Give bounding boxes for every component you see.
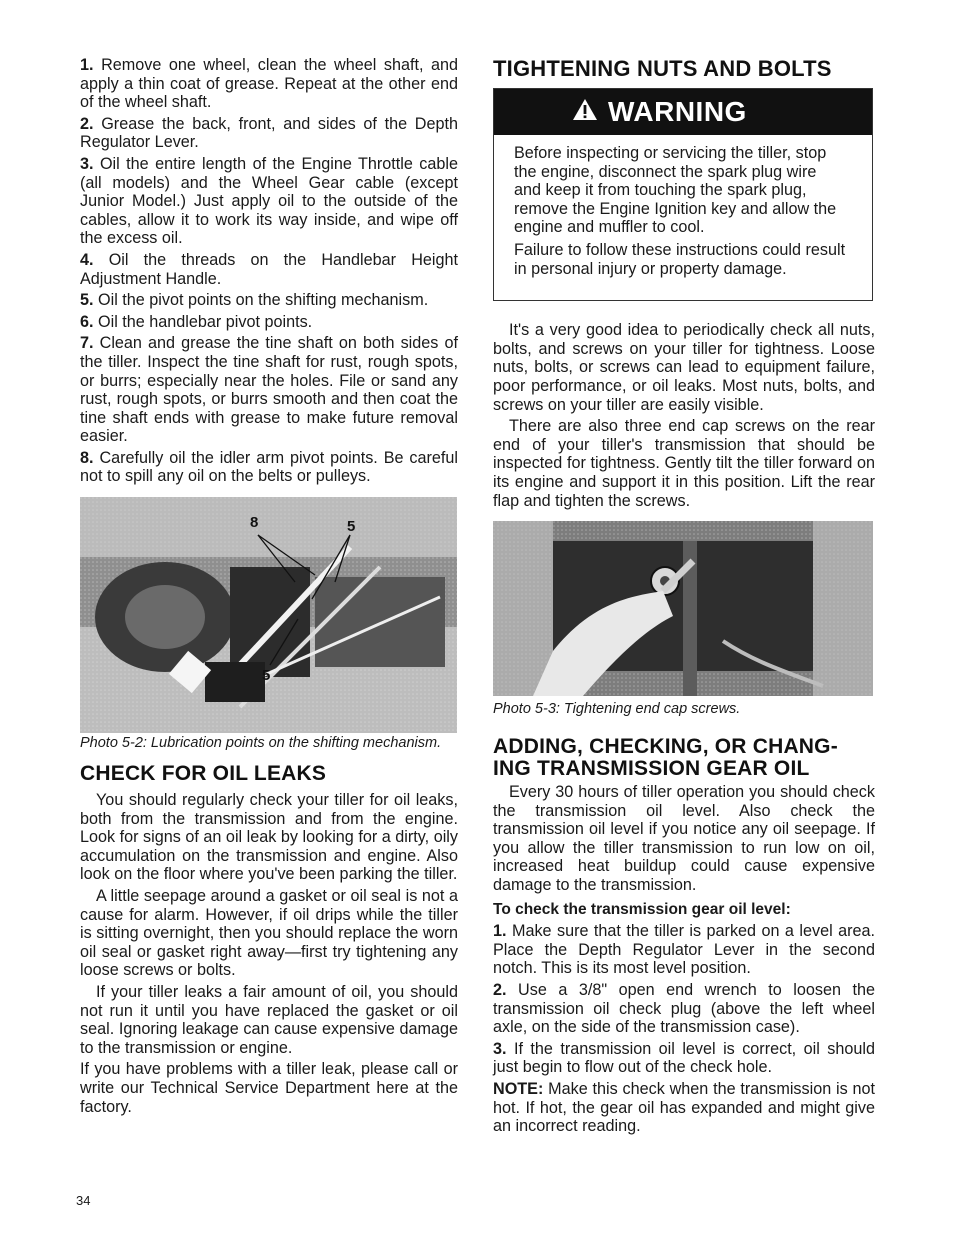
body-paragraph: Every 30 hours of tiller operation you should check the transmission oil level. Also check the transmission oil level if you notice any oil seepage. If you allow the tiller transmission to run low on oil, increased heat buildup could cause expensive damage to the transmission.	[493, 783, 875, 895]
procedure-subheading: To check the transmission gear oil level:	[493, 900, 791, 918]
photo-caption: Photo 5-2: Lubrication points on the shifting mechanism.	[80, 735, 442, 752]
section-heading-oil-leaks: CHECK FOR OIL LEAKS	[80, 762, 327, 786]
body-paragraph: It's a very good idea to periodically check all nuts, bolts, and screws on your tiller for tightness. Loose nuts, bolts, or screws can lead to equipment failure, poor performance, or oil leaks. Most nuts, bolts, and screws on your tiller are easily visible.	[493, 321, 875, 414]
warning-box	[493, 88, 873, 301]
step-item: 8. Carefully oil the idler arm pivot points. Be careful not to spill any oil on the belts or pulleys.	[80, 448, 459, 486]
photo-caption: Photo 5-3: Tightening end cap screws.	[493, 701, 741, 718]
end-cap-screws-illustration	[493, 521, 873, 696]
callout-label: 5	[347, 518, 356, 536]
body-paragraph: There are also three end cap screws on the rear end of your tiller's transmission that should be inspected for tightness. Gently tilt the tiller forward on its engine and support it in this position. Lift the rear flap and tighten the screws.	[493, 417, 875, 510]
step-item: 3. If the transmission oil level is correct, oil should just begin to flow out of the check hole.	[493, 1039, 875, 1077]
warning-triangle-icon	[572, 98, 598, 126]
lubrication-steps	[80, 56, 458, 486]
body-paragraph: You should regularly check your tiller for oil leaks, both from the transmission and from the engine. Look for signs of an oil leak by looking for a dirty, oily accumulation on the transmission and engine. Also look on the floor where you've been parking the tiller.	[80, 791, 458, 884]
photo-end-cap-screws	[493, 521, 873, 696]
step-item: 1. Make sure that the tiller is parked on a level area. Place the Depth Regulator Lever in the second notch. This is its most level position.	[493, 922, 875, 978]
body-paragraph: If your tiller leaks a fair amount of oil, you should not run it until you have replaced the gasket or oil seal. Ignoring leakage can cause expensive damage to the transmission or engine.	[80, 983, 458, 1057]
right-column	[493, 56, 875, 1139]
page-number: 34	[76, 1193, 91, 1208]
body-paragraph: A little seepage around a gasket or oil seal is not a cause for alarm. However, if oil drips while the tiller is sitting overnight, then you should replace the worn oil seal or gasket right away—first try tightening any loose screws or bolts.	[80, 887, 458, 980]
warning-paragraph: Failure to follow these instructions could result in personal injury or property damage.	[514, 240, 846, 278]
step-item: 7. Clean and grease the tine shaft on both sides of the tiller. Inspect the tine shaft for rust, rough spots, or burrs; especially near the holes. File or sand any rust, rough spots, or burrs smooth and then coat the tine shaft ends with grease to make future removal easier.	[80, 334, 458, 446]
warning-paragraph: Before inspecting or servicing the tiller, stop the engine, disconnect the spark plug wire and keep it from touching the spark plug, remove the Engine Ignition key and allow the engine and muffler to cool.	[514, 144, 837, 237]
step-item: 3. Oil the entire length of the Engine Throttle cable (all models) and the Wheel Gear cable (except Junior Model.) Just apply oil to the outside of the cables, allow it to work its way inside, and wipe off the excess oil.	[80, 154, 458, 248]
left-column	[80, 56, 458, 1119]
section-heading-gear-oil: ADDING, CHECKING, OR CHANG- ING TRANSMISSION GEAR OIL	[493, 735, 838, 781]
callout-label: 8	[250, 514, 259, 532]
warning-banner	[494, 89, 872, 135]
callout-label: 5	[262, 667, 271, 685]
section-heading-tightening: TIGHTENING NUTS AND BOLTS	[493, 56, 832, 81]
step-item: 4. Oil the threads on the Handlebar Height Adjustment Handle.	[80, 250, 458, 288]
step-item: 5. Oil the pivot points on the shifting mechanism.	[80, 291, 429, 310]
note: NOTE: Make this check when the transmission is not hot. If hot, the gear oil has expanded and might give an incorrect reading.	[493, 1080, 876, 1136]
step-item: 2. Use a 3/8" open end wrench to loosen the transmission oil check plug (above the left wheel axle, on the side of the transmission case).	[493, 981, 875, 1037]
warning-text	[494, 135, 872, 300]
step-item: 1. Remove one wheel, clean the wheel shaft, and apply a thin coat of grease. Repeat at the other end of the wheel shaft.	[80, 56, 459, 112]
step-item: 6. Oil the handlebar pivot points.	[80, 312, 313, 331]
warning-label: WARNING	[608, 96, 747, 127]
shifting-mechanism-illustration	[80, 497, 457, 733]
body-paragraph: If you have problems with a tiller leak, please call or write our Technical Service Department here at the factory.	[80, 1060, 458, 1116]
photo-shifting-mechanism	[80, 497, 457, 733]
step-item: 2. Grease the back, front, and sides of the Depth Regulator Lever.	[80, 114, 458, 152]
